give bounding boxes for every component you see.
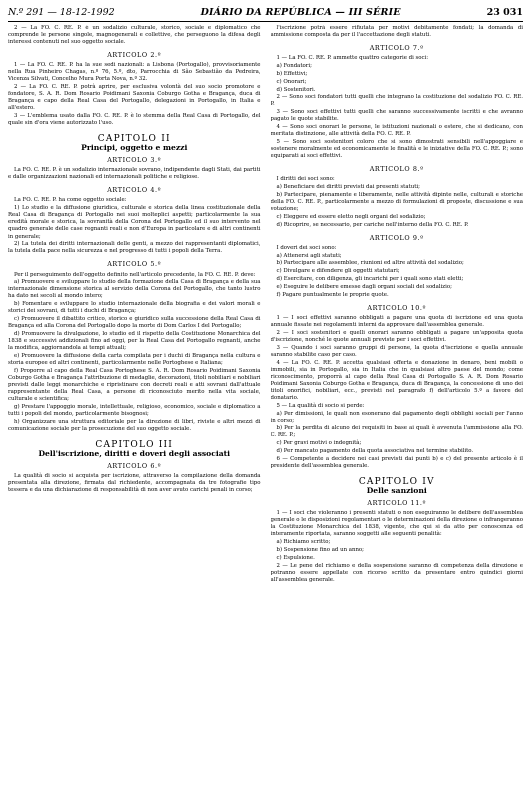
paragraph: c) Per gravi motivi o indegnità;: [276, 440, 362, 447]
chapter-title: Principi, oggetto e mezzi: [81, 143, 188, 153]
paragraph: a) Per dimissioni, le quali non esonerano dal pagamento degli obblighi sociali per l'anno in corso;: [270, 410, 523, 424]
paragraph: c) Onorari;: [276, 78, 307, 85]
paragraph: 4 — La FO. C. RE. P. accetta qualsiasi offerta e donazione in denaro, beni mobili o immobili, sia in Portogallo, sia in Italia che in qualsiasi altro paese del mondo; come riconoscimento, proporrà al capo della Real Casa di Portogallo S. A. R. Dom Rosario Poidimani Saxonia Coburgo Gotha e Bragança, duca di Bragança, la concessione di uno dei titoli onorifici, nobiliari, ecc., previsti nel paragrafo f) dell'articolo 5.º a favore del donatario.: [270, 359, 523, 401]
paragraph: 3 — L'emblema usato dalla FO. C. RE. P. è lo stemma della Real Casa di Portogallo, del quale sin d'ora viene autorizzato l'uso.: [8, 113, 261, 127]
chapter-heading: CAPITOLO II: [97, 134, 171, 145]
paragraph: b) Sospensione fino ad un anno;: [276, 547, 364, 554]
paragraph: d) Per mancato pagamento della quota associativa nel termine stabilito.: [276, 448, 474, 455]
chapter-title: Dell'iscrizione, diritti e doveri degli associati: [38, 448, 231, 458]
paragraph: c) Eleggere ed essere eletto negli organi del sodalizio;: [276, 213, 426, 220]
article-heading: ARTICOLO 9.º: [369, 233, 424, 242]
paragraph: 2 — La FO. C. RE. P. potrà aprire, per esclusiva volontà del suo socio promotore e fondatore, S. A. R. Dom Rosario Poidimani Saxonia Coburgo Gotha e Bragança, duca di Bragança e capo della Real Casa del Portogallo, delegazioni in Portogallo, in Italia e all'estero.: [8, 84, 261, 112]
paragraph: 1) Lo studio e la diffusione giuridica, culturale e storica della linea costituzionale della Real Casa di Bragança di Portogallo nei suoi molteplici aspetti; particolarmente la sua eredità morale e storica, la sovranità della Corona del Portogallo ed il suo intervento nel quadro generale delle case regnanti reali e non d'Europa in particolare e di altri continenti in generale;: [8, 205, 261, 240]
article-heading: ARTICOLO 2.º: [107, 51, 162, 60]
paragraph: La qualità di socio si acquista per iscrizione, attraverso la compilazione della domanda presentata alla direzione, firmata dal richiedente, accompagnata da tre fotografie tipo tessera e da una dichiarazione di responsabilità di non aver avuto carichi penali in corso;: [8, 473, 261, 494]
paragraph: La FO. C. RE. P. è un sodalizio internazionale sovrano, indipendente dagli Stati, dai partiti e dalle organizzazioni nazionali ed internazionali politiche e religiose.: [8, 167, 261, 181]
paragraph: 3 — Quando i soci saranno gruppi di persone, la quota d'iscrizione e quella annuale saranno stabilite caso per caso.: [270, 344, 523, 358]
paragraph: 2 — I soci sostenitori e quelli onorari saranno obbligati a pagare un'apposita quota d'iscrizione, nonché le quote annuali previste per i soci effettivi.: [270, 329, 523, 343]
paragraph: d) Ricoprire, se necessario, per cariche nell'interno della FO. C. RE. P.: [276, 221, 469, 228]
paragraph: 2 — Sono soci fondatori tutti quelli che integrano la costituzione del sodalizio FO. C. RE. P.: [270, 94, 523, 108]
paragraph: a) Fondatori;: [276, 62, 312, 69]
paragraph: 5 — La qualità di socio si perde:: [276, 402, 365, 409]
paragraph: Per il perseguimento dell'oggetto definito nell'articolo precedente, la FO. C. RE. P. deve:: [14, 271, 256, 278]
paragraph: c) Promuovere il dibattito critico, storico e giuridico sulla successione della Real Casa di Bragança ed alla Corona del Portogallo dopo la morte di Dom Carlos I del Portogallo;: [8, 316, 261, 330]
paragraph: d) Esercitare, con diligenza, gli incarichi per i quali sono stati eletti;: [276, 276, 464, 283]
paragraph: 1 — I soci che violeranno i presenti statuti o non eseguiranno le delibere dell'assemblea generale o le disposizioni regolamentari o le determinazioni della direzione o infrangeranno la Costituzione Monarchica del 1838, vigente, che qui si da atto per conoscenza ed interamente riportata, saranno soggetti alle seguenti penalità:: [270, 510, 523, 538]
paragraph: e) Eseguire le delibere emesse dagli organi sociali del sodalizio;: [276, 284, 452, 290]
right-column: [271, 25, 524, 788]
paragraph: 3 — Sono soci effettivi tutti quelli che saranno successivamente iscritti e che avranno pagato le quote stabilite.: [270, 109, 523, 123]
paragraph: I doveri dei soci sono:: [276, 244, 337, 251]
paragraph: 5 — Sono soci sostenitori coloro che si sono dimostrati sensibili nell'appoggiare e sostenere moralmente ed economicamente le finalità e le iniziative della FO. C. RE. P.; sono equiparati ai soci effettivi.: [270, 139, 523, 160]
paragraph: 1 — La FO. C. RE. P. ha la sue sedi nazionali: a Lisbona (Portogallo), provvisoriamente nella Rua Pinheiro Chagas, n.º 76, 5.º, dto, Parrocchia di São Sebastião da Pedreira, Vicenza Silvati, Concelho Mura Porta Nova, n.º 32.: [8, 62, 261, 83]
paragraph: 6 — Competente a decidere nei casi previsti dai punti b) e c) del presente articolo è il presidente dell'assemblea generale.: [270, 456, 523, 470]
paragraph: a) Beneficiare dei diritti previsti dai presenti statuti;: [276, 184, 420, 191]
paragraph: 1 — La FO. C. RE. P. ammette quattro categorie di soci:: [276, 55, 429, 62]
paragraph: f) Pagare puntualmente le proprie quote.: [276, 291, 389, 298]
issue-number-date: N.º 291 — 18-12-1992: [8, 6, 115, 18]
chapter-heading: CAPITOLO III: [95, 439, 174, 450]
paragraph: a) Richiamo scritto;: [276, 539, 331, 546]
paragraph: a) Promuovere e sviluppare lo studio della formazione della Casa di Bragança e della sua internazionale dimensione storica al servizio della Corona del Portogallo, che tanto lustro ha dato nei secoli al mondo intero;: [8, 279, 261, 300]
left-column: [8, 25, 261, 788]
paragraph: b) Effettivi;: [276, 70, 308, 77]
two-column-body: [8, 25, 523, 788]
paragraph: l'iscrizione potrà essere rifiutata per motivi debitamente fondati; la domanda di ammissione composta da per il l'accettazione degli statuti.: [270, 25, 523, 39]
paragraph: d) Sostenitori.: [276, 86, 316, 93]
paragraph: 2 — Le pene del richiamo e della sospensione saranno di competenza della direzione e potranno essere appellate con ricorso scritto da presentare entro quindici giorni all'assemblea generale.: [270, 562, 523, 583]
paragraph: d) Promuovere la divulgazione, lo studio ed il rispetto della Costituzione Monarchica del 1838 e successivi addizionali fino ad oggi, per la Real Casa del Portogallo regnanti, anche la modifica, aggiornandola ai tempi attuali;: [8, 331, 261, 352]
paragraph: f) Proporre al capo della Real Casa Portoghese S. A. R. Dom Rosario Poidimani Saxonia Coburgo Gotha e Bragança l'attribuzione di medaglie, decorazioni, titoli nobiliari e nobiliari previsti dalle leggi monarchiche e ripristinare con decreti reali e atti sovrani dall'attuale rappresentante della Real Casa, a persone di riconosciuto merito nella vita sociale, culturale e scientifica;: [8, 367, 261, 403]
paragraph: g) Prestare l'appoggio morale, intellettuale, religioso, economico, sociale e diplomatico a tutti i popoli del mondo, particolarmente bisognosi;: [8, 403, 261, 417]
chapter-heading: CAPITOLO IV: [358, 477, 435, 488]
article-heading: ARTICOLO 6.º: [107, 462, 162, 470]
paragraph: a) Attenersi agli statuti;: [276, 252, 342, 259]
paragraph: b) Partecipare, pienamente e liberamente, nelle attività dipinte nelle, culturali e storiche della FO. C. RE. P., particolarmente a mezzo di formulazioni di proposte, discussione e sua votazione;: [270, 191, 523, 212]
paragraph: La FO. C. RE. P. ha come oggetto sociale:: [14, 197, 127, 204]
article-heading: ARTICOLO 4.º: [107, 186, 162, 195]
chapter-title: Delle sanzioni: [366, 486, 427, 496]
paragraph: b) Per la perdita di alcuno dei requisiti in base ai quali è avvenuta l'ammissione alla FO. C. RE. P.;: [270, 425, 523, 439]
article-heading: ARTICOLO 7.º: [369, 44, 424, 53]
page-number: 23 031: [486, 6, 523, 18]
paragraph: c) Espulsione.: [276, 554, 315, 561]
paragraph: h) Organizzare una struttura editoriale per la direzione di libri, riviste e altri mezzi di comunicazione sociale per la prosecuzione del suo oggetto sociale.: [8, 418, 261, 432]
article-heading: ARTICOLO 8.º: [369, 165, 424, 174]
paragraph: 1 — I soci effettivi saranno obbligati a pagare una quota di iscrizione ed una quota annuale fissate nei regolamenti interni da approvare dall'assemblea generale.: [270, 314, 523, 328]
publication-title: DIÁRIO DA REPÚBLICA — III SÉRIE: [200, 6, 401, 18]
article-heading: ARTICOLO 11.º: [367, 499, 427, 508]
paragraph: I diritti dei soci sono:: [276, 176, 335, 183]
paragraph: 2 — La FO. C. RE. P. è un sodalizio culturale, storico, sociale e diplomatico che comprende le persone singole, magnogenerali e collettive, che perseguono la difesa degli interessi contenuti nel suo oggetto sociale.: [8, 25, 261, 46]
paragraph: e) Promuovere la diffusione della carta compilata per i duchi di Bragança nella cultura e storia europee ed altri continenti, particolarmente nelle Portoghese e Italiana;: [8, 353, 261, 367]
article-heading: ARTICOLO 3.º: [107, 156, 162, 165]
article-heading: ARTICOLO 10.º: [367, 303, 427, 312]
paragraph: 4 — Sono soci onorari le persone, le istituzioni nazionali o estere, che si dedicano, con meritata distinzione, alle attività della FO. C. RE. P.: [270, 124, 523, 138]
page-header: [8, 4, 523, 20]
paragraph: 2) La tutela dei diritti internazionali delle genti, a mezzo dei rappresentanti diplomatici, la tutela della pace nella sicurezza e nel progresso di tutti i popoli della Terra.: [8, 241, 261, 255]
paragraph: b) Partecipare alle assemblee, riunioni ed altre attività del sodalizio;: [276, 260, 464, 267]
paragraph: c) Divulgare e difendere gli oggetti statutari;: [276, 268, 400, 275]
article-heading: ARTICOLO 5.º: [107, 260, 162, 269]
paragraph: b) Fomentare e sviluppare lo studio internazionale della biografia e dei valori morali e storici dei sovrani, di tutti i duchi di Bragança;: [8, 301, 261, 315]
header-rule: [8, 21, 523, 22]
